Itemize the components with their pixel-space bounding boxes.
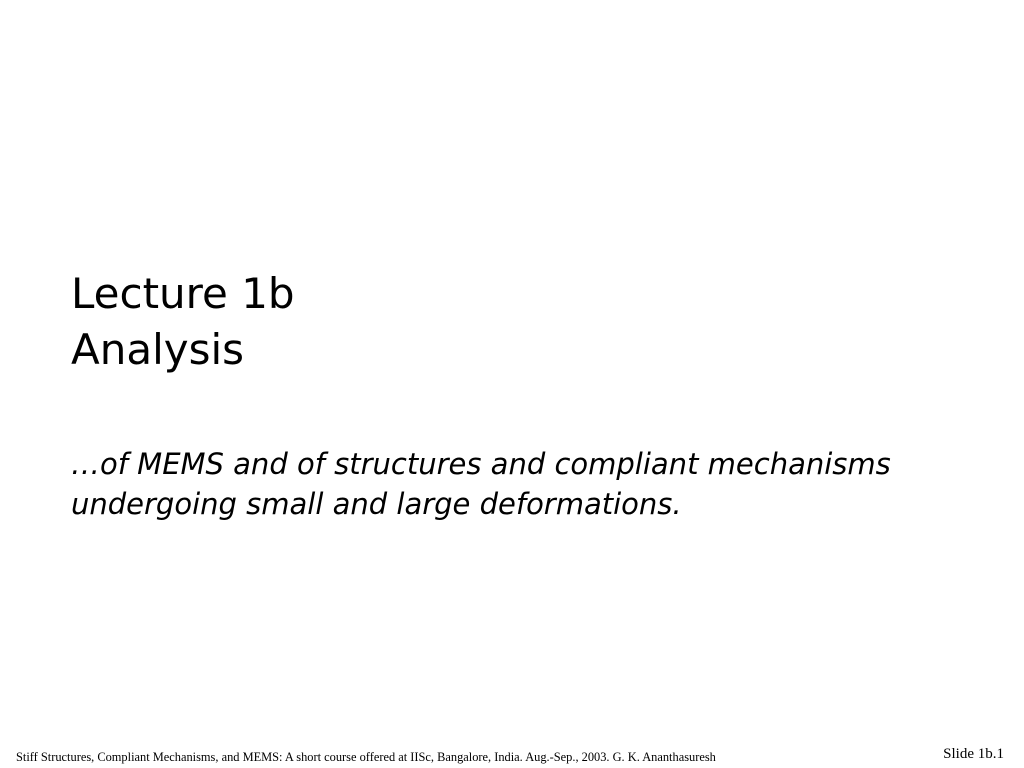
slide-title — [71, 266, 295, 378]
subtitle-line-2: undergoing small and large deformations. — [71, 487, 682, 521]
slide-subtitle — [71, 444, 1001, 524]
slide-number: Slide 1b.1 — [943, 746, 1004, 762]
title-line-lecture: Lecture 1b — [71, 269, 295, 318]
footer-course-credit: Stiff Structures, Compliant Mechanisms, and MEMS: A short course offered at IISc, Bangalore, India. Aug.-Sep., 2003. G. K. Ananthasuresh — [16, 750, 716, 764]
title-line-topic: Analysis — [71, 325, 245, 374]
subtitle-line-1: …of MEMS and of structures and compliant mechanisms — [71, 447, 891, 481]
